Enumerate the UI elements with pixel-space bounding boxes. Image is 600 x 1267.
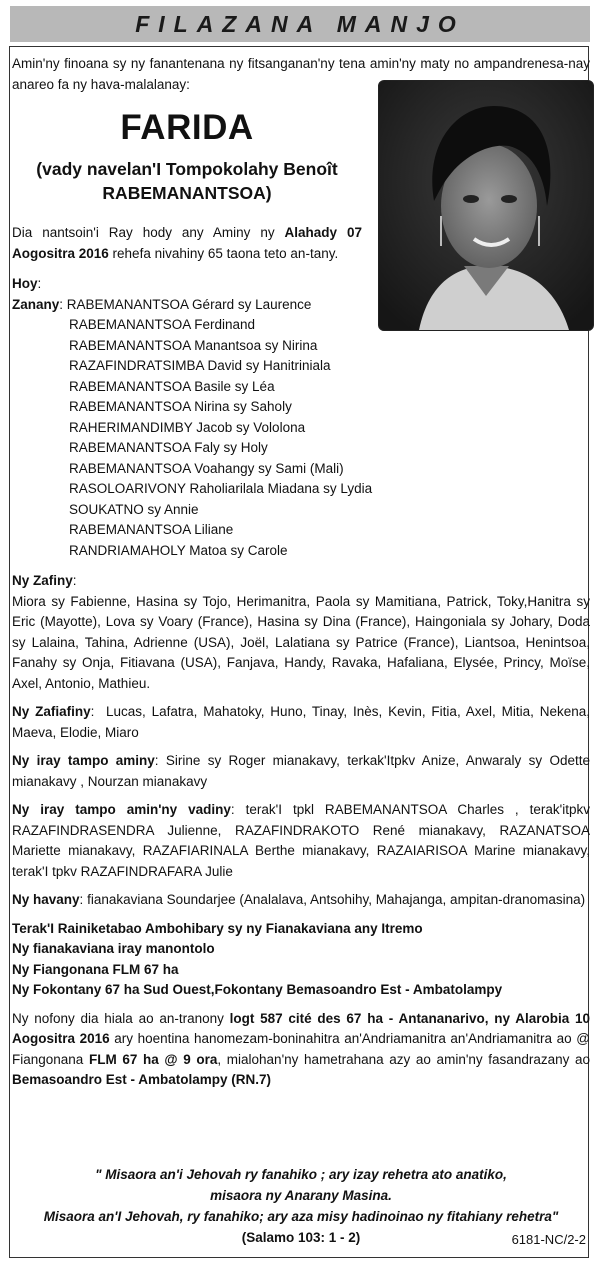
death-announcement [12, 223, 362, 264]
child-entry: RABEMANANTSOA Nirina sy Saholy [69, 399, 292, 414]
relatives-section: Ny havany: fianakaviana Soundarjee (Analalava, Antsohihy, Mahajanga, ampitan-dranomasina) [12, 892, 586, 907]
husband-siblings-label: Ny iray tampo amin'ny vadiny [12, 802, 231, 817]
hoy-label: Hoy: [12, 276, 42, 291]
notice-content [12, 54, 590, 1091]
reference-code: 6181-NC/2-2 [511, 1232, 586, 1247]
intro-text: Amin'ny finoana sy ny fanantenana ny fitsanganan'ny tena amin'ny maty no ampandrenesa-nay anareo fa ny hava-malalanay: [12, 56, 590, 92]
quote-reference: (Salamo 103: 1 - 2) [241, 1230, 361, 1245]
organization-line: Ny Fiangonana FLM 67 ha [12, 961, 179, 977]
organizations-section [12, 919, 590, 1001]
funeral-text: Ny nofony dia hiala ao an-tranony [12, 1010, 230, 1026]
deceased-name: FARIDA [120, 108, 254, 147]
quote-line-3: Misaora an'I Jehovah, ry fanahiko; ary aza misy hadinoinao ny fitahiany rehetra" [43, 1209, 559, 1224]
child-entry: RANDRIAMAHOLY Matoa sy Carole [69, 542, 288, 558]
child-entry: RAHERIMANDIMBY Jacob sy Vololona [69, 419, 306, 435]
siblings-section: Ny iray tampo aminy: Sirine sy Roger mianakavy, terkak'Itpkv Anize, Anwaraly sy Odette mianakavy , Nourzan mianakavy [12, 753, 590, 789]
child-entry: RABEMANANTSOA Gérard sy Laurence [66, 296, 312, 312]
organization-line: Ny Fokontany 67 ha Sud Ouest,Fokontany Bemasoandro Est - Ambatolampy [12, 982, 503, 997]
burial-place: Bemasoandro Est - Ambatolampy (RN.7) [12, 1072, 272, 1087]
page-title: FILAZANA MANJO [135, 10, 465, 37]
great-grandchildren-section: Ny Zafiafiny: Lucas, Lafatra, Mahatoky, Huno, Tinay, Inès, Kevin, Fitia, Axel, Mitia, Nekena, Maeva, Elodie, Miaro [12, 704, 590, 740]
subtitle-line-2: RABEMANANTSOA) [102, 183, 272, 203]
husband-siblings-text: terak'I tpkl RABEMANANTSOA Charles , terak'itpkv RAZAFINDRASENDRA Julienne, RAZAFINDRAKOTO René mianakavy, RAZANATSOA Mariette mianakavy, RAZAFIARINALA Berthe mianakavy, RAZAIARISOA Marine mianakavy, terak'I tpkv RAZAFINDRAFARA Julie [12, 802, 590, 879]
grandchildren-label: Ny Zafiny [12, 573, 73, 588]
child-entry: RABEMANANTSOA Voahangy sy Sami (Mali) [69, 460, 344, 476]
quote-line-1: " Misaora an'i Jehovah ry fanahiko ; ary izay rehetra ato anatiko, [95, 1167, 507, 1182]
funeral-text: ary hoentina hanomezam-boninahitra an'Andriamanitra an'Andriamanitra ao @ Fiangonana [12, 1031, 590, 1067]
child-entry: RASOLOARIVONY Raholiarilala Miadana sy Lydia [69, 481, 373, 496]
header-banner [10, 6, 590, 42]
funeral-details [12, 1009, 590, 1091]
grandchildren-section: Ny Zafiny: Miora sy Fabienne, Hasina sy Tojo, Herimanitra, Paola sy Mamitiana, Patrick, Toky,Hanitra sy Eric (Mayotte), Lova sy Voary (France), Hasina sy Dina (France), Haingoniala sy Johary, Doda sy Lalaina, Tahina, Adrienne (USA), Joël, Lalatiana sy Patrice (France), Liantsoa, Henintsoa, Fanahy sy Onja, Fitiavana (USA), Fanjava, Handy, Ravaka, Hafaliana, Elysée, Princy, Moïse, Axel, Antonio, Mathieu. [12, 573, 590, 691]
husband-siblings-section: Ny iray tampo amin'ny vadiny: terak'I tpkl RABEMANANTSOA Charles , terak'itpkv RAZAFINDRASENDRA Julienne, RAZAFINDRAKOTO René mianakavy, RAZANATSOA Mariette mianakavy, RAZAFIARINALA Berthe mianakavy, RAZAIARISOA Marine mianakavy, terak'I tpkv RAZAFINDRAFARA Julie [12, 802, 590, 879]
relatives-label: Ny havany [12, 892, 80, 907]
child-entry: RABEMANANTSOA Liliane [69, 522, 234, 537]
funeral-location: logt 587 cité des 67 ha - Antananarivo, ny Alarobia 10 Aogositra 2016 [12, 1010, 590, 1046]
siblings-text: Sirine sy Roger mianakavy, terkak'Itpkv Anize, Anwaraly sy Odette mianakavy , Nourzan mianakavy [12, 753, 590, 789]
grandchildren-text: Miora sy Fabienne, Hasina sy Tojo, Herimanitra, Paola sy Mamitiana, Patrick, Toky,Hanitra sy Eric (Mayotte), Lova sy Voary (France), Hasina sy Dina (France), Haingoniala sy Johary, Doda sy Lalaina, Tahina, Adrienne (USA), Joël, Lalatiana sy Patrice (France), Liantsoa, Henintsoa, Fanahy sy Onja, Fitiavana (USA), Fanjava, Handy, Ravaka, Hafaliana, Elysée, Princy, Moïse, Axel, Antonio, Mathieu. [12, 593, 590, 691]
great-grandchildren-label: Ny Zafiafiny [12, 704, 91, 719]
funeral-text: , mialohan'ny hametrahana azy ao amin'ny fasandrazany ao [217, 1051, 591, 1067]
child-entry: RAZAFINDRATSIMBA David sy Hanitriniala [69, 358, 331, 373]
quote-line-2: misaora ny Anarany Masina. [210, 1188, 392, 1203]
bible-quote [12, 1164, 590, 1248]
child-entry: SOUKATNO sy Annie [69, 501, 199, 517]
children-label: Zanany [12, 296, 60, 312]
child-entry: RABEMANANTSOA Faly sy Holy [69, 440, 268, 455]
death-date: Alahady 07 Aogositra 2016 [12, 225, 362, 261]
children-list [69, 315, 590, 561]
hoy-word: Hoy [12, 276, 38, 291]
child-entry: RABEMANANTSOA Basile sy Léa [69, 378, 275, 394]
child-entry: RABEMANANTSOA Ferdinand [69, 317, 256, 332]
great-grandchildren-text: Lucas, Lafatra, Mahatoky, Huno, Tinay, Inès, Kevin, Fitia, Axel, Mitia, Nekena, Maeva, Elodie, Miaro [12, 704, 590, 740]
organization-line: Ny fianakaviana iray manontolo [12, 941, 215, 956]
deceased-photo [378, 80, 594, 331]
subtitle-line-1: (vady navelan'I Tompokolahy Benoît [36, 159, 338, 179]
funeral-church-time: FLM 67 ha @ 9 ora [88, 1051, 218, 1067]
death-text-1: Dia nantsoin'i Ray hody any Aminy ny [12, 225, 285, 240]
children-section: Zanany: RABEMANANTSOA Gérard sy Laurence RABEMANANTSOA Ferdinand RABEMANANTSOA Manantsoa sy Nirina RAZAFINDRATSIMBA David sy Hanitriniala RABEMANANTSOA Basile sy Léa RABEMANANTSOA Nirina sy Saholy RAHERIMANDIMBY Jacob sy Vololona RABEMANANTSOA Faly sy Holy RABEMANANTSOA Voahangy sy Sami (Mali) RASOLOARIVONY Raholiarilala Miadana sy Lydia SOUKATNO sy Annie RABEMANANTSOA Liliane RANDRIAMAHOLY Matoa sy Carole [12, 295, 590, 562]
siblings-label: Ny iray tampo aminy [12, 753, 155, 768]
deceased-subtitle [12, 157, 362, 205]
death-text-2: rehefa nivahiny 65 taona teto an-tany. [108, 245, 339, 261]
child-entry: RABEMANANTSOA Manantsoa sy Nirina [69, 337, 318, 353]
relatives-text: fianakaviana Soundarjee (Analalava, Antsohihy, Mahajanga, ampitan-dranomasina) [87, 892, 586, 907]
portrait-image [379, 81, 593, 330]
title-block [12, 109, 362, 264]
organization-line: Terak'I Rainiketabao Ambohibary sy ny Fianakaviana any Itremo [12, 920, 423, 936]
